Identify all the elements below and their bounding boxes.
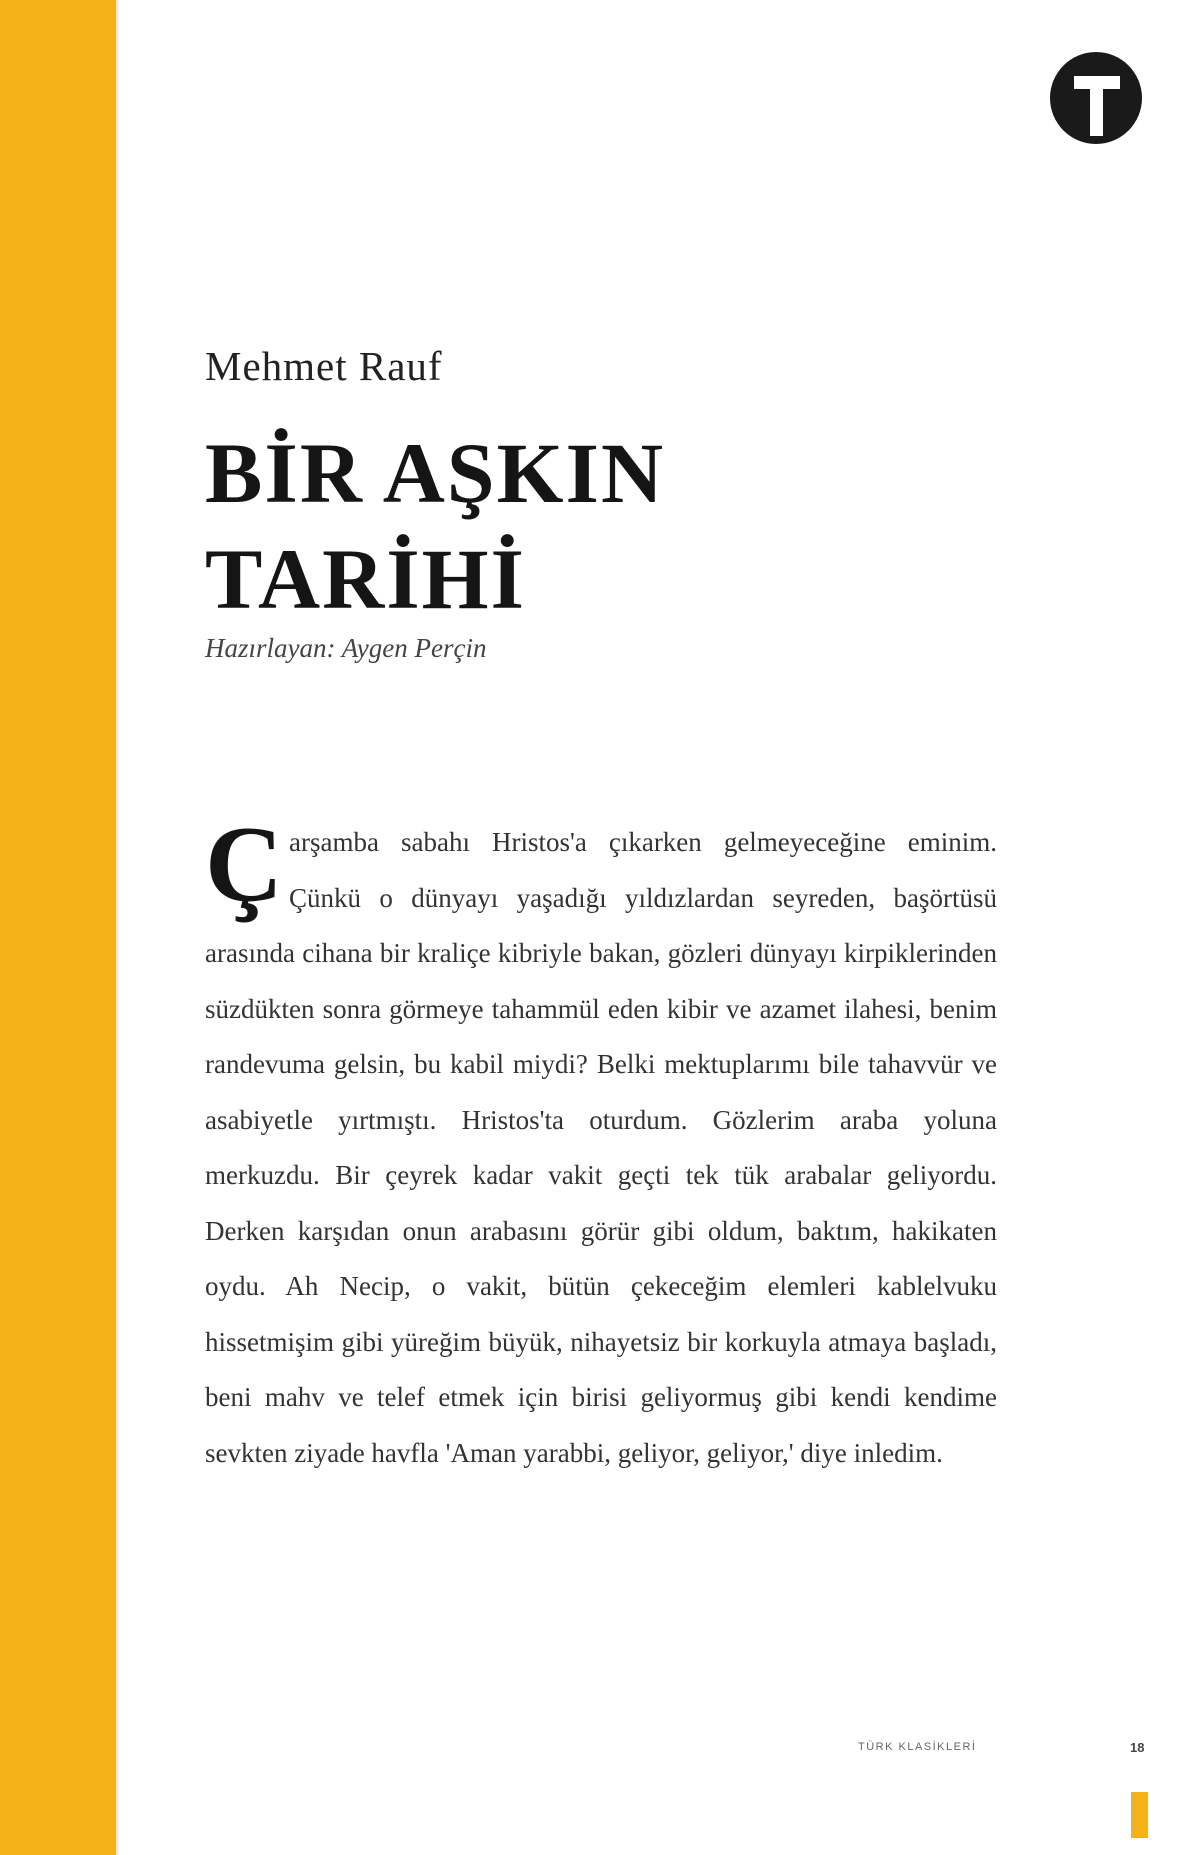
series-name: TÜRK KLASİKLERİ [858, 1741, 977, 1753]
author-name: Mehmet Rauf [205, 343, 443, 389]
book-title-line-2: TARİHİ [205, 531, 527, 627]
publisher-logo-icon [1046, 48, 1146, 148]
editor-credit: Hazırlayan: Aygen Perçin [205, 633, 487, 663]
book-title-line-1: BİR AŞKIN [205, 425, 666, 521]
cover-spine-edge [116, 0, 119, 1855]
excerpt-text: arşamba sabahı Hristos'a çıkarken gelmeyeceğine eminim. Çünkü o dünyayı yaşadığı yıldızlardan seyreden, başörtüsü arasında cihana bir kraliçe kibriyle bakan, gözleri dünyayı kirpiklerinden süzdükten sonra görmeye tahammül eden kibir ve azamet ilahesi, benim randevuma gelsin, bu kabil miydi? Belki mektuplarımı bile tahavvür ve asabiyetle yırtmıştı. Hristos'ta oturdum. Gözlerim araba yoluna merkuzdu. Bir çeyrek kadar vakit geçti tek tük arabalar geliyordu. Derken karşıdan onun arabasını görür gibi oldum, baktım, hakikaten oydu. Ah Necip, o vakit, bütün çekeceğim elemleri kablelvuku hissetmişim gibi yüreğim büyük, nihayetsiz bir korkuyla atmaya başladı, beni mahv ve telef etmek için birisi geliyormuş gibi kendi kendime sevkten ziyade havfla 'Aman yarabbi, geliyor, geliyor,' diye inledim. [205, 827, 997, 1468]
series-color-tab [1131, 1792, 1148, 1838]
series-number: 18 [1130, 1740, 1145, 1755]
excerpt-drop-cap: Ç [205, 805, 283, 924]
cover-spine-band [0, 0, 116, 1855]
book-title [205, 420, 665, 632]
excerpt-paragraph [205, 805, 997, 1481]
